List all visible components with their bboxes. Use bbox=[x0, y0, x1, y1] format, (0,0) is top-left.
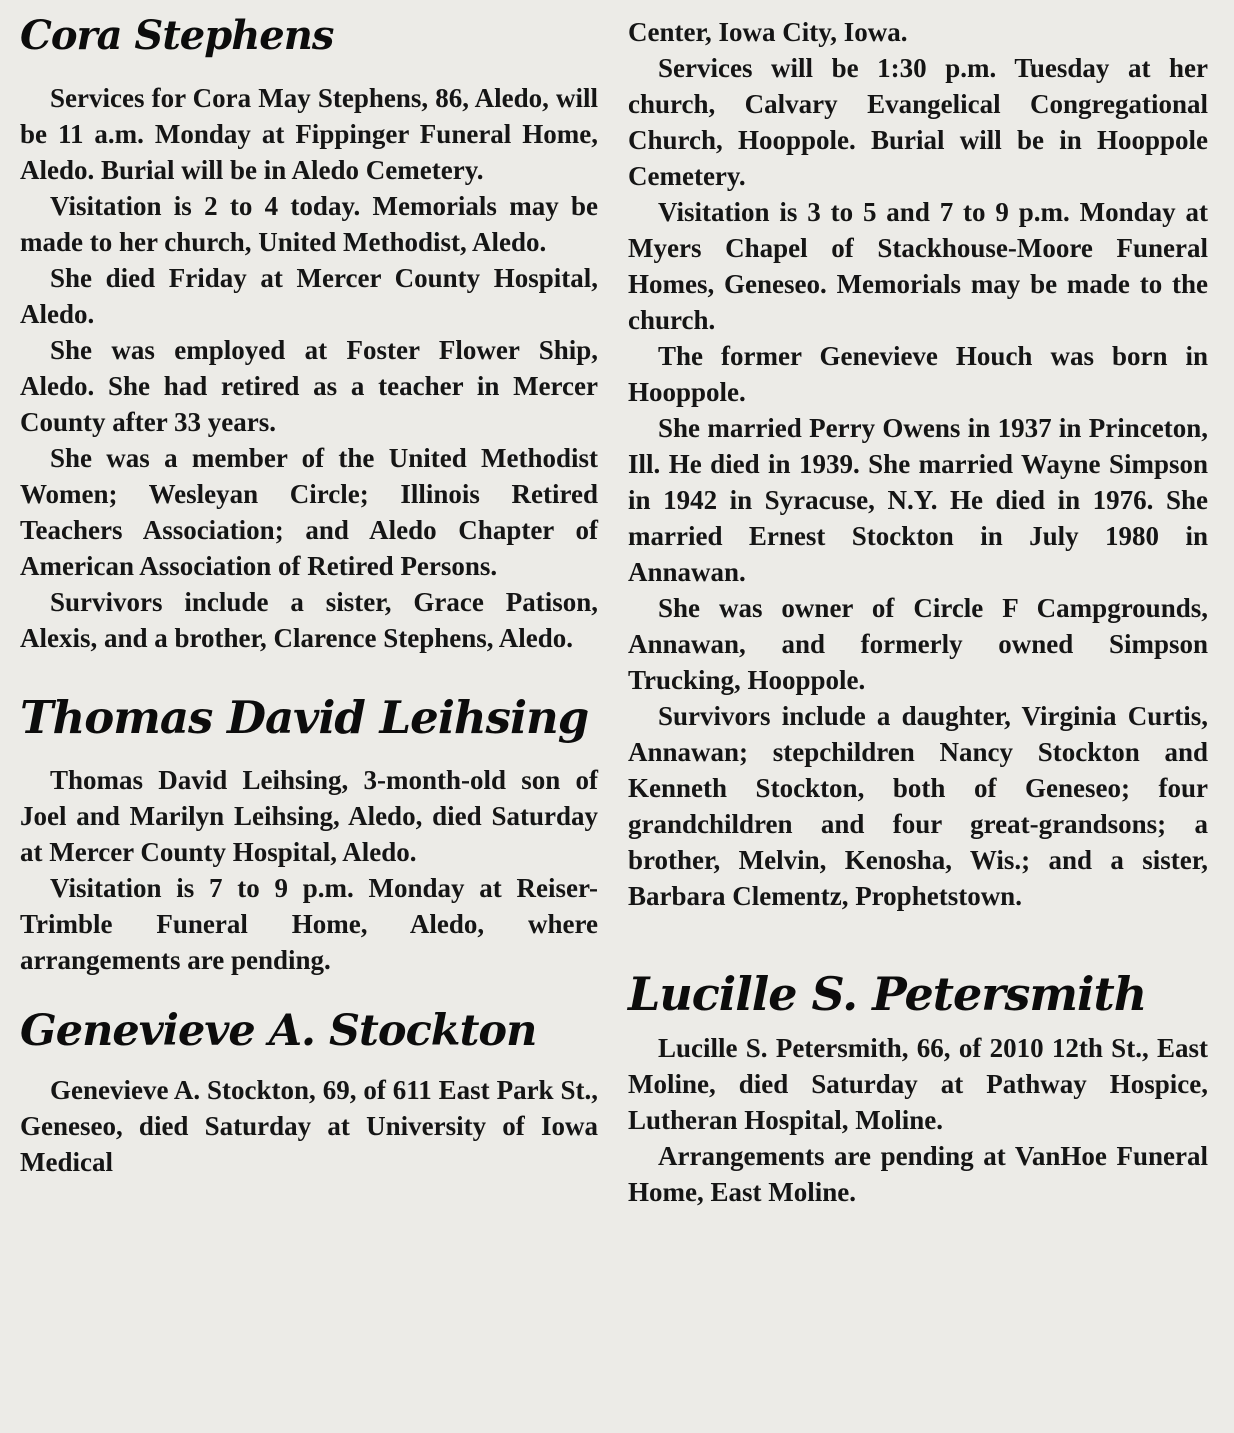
paragraph: Services will be 1:30 p.m. Tuesday at her church, Calvary Evangelical Congregational Church, Hooppole. Burial will be in Hooppole Cemetery. bbox=[628, 53, 1208, 191]
paragraph: She was owner of Circle F Campgrounds, Annawan, and formerly owned Simpson Trucking, Hooppole. bbox=[628, 593, 1208, 695]
paragraph: Survivors include a sister, Grace Patison, Alexis, and a brother, Clarence Stephens, Aledo. bbox=[20, 587, 598, 653]
left-column bbox=[20, 0, 598, 1180]
obituary-genevieve-stockton-continued bbox=[628, 14, 1208, 914]
headline: Thomas David Leihsing bbox=[20, 691, 589, 744]
obituary-genevieve-stockton bbox=[20, 1008, 598, 1180]
paragraph: She was a member of the United Methodist Women; Wesleyan Circle; Illinois Retired Teachers Association; and Aledo Chapter of American Association of Retired Persons. bbox=[20, 443, 598, 581]
paragraph: She was employed at Foster Flower Ship, Aledo. She had retired as a teacher in Mercer County after 33 years. bbox=[20, 335, 598, 437]
paragraph: Thomas David Leihsing, 3-month-old son of Joel and Marilyn Leihsing, Aledo, died Saturday at Mercer County Hospital, Aledo. bbox=[20, 765, 598, 867]
paragraph: She married Perry Owens in 1937 in Princeton, Ill. He died in 1939. She married Wayne Simpson in 1942 in Syracuse, N.Y. He died in 1976. She married Ernest Stockton in July 1980 in Annawan. bbox=[628, 413, 1208, 587]
obituary-thomas-david-leihsing bbox=[20, 691, 598, 978]
headline: Genevieve A. Stockton bbox=[20, 1006, 537, 1056]
paragraph: Genevieve A. Stockton, 69, of 611 East Park St., Geneseo, died Saturday at University of Iowa Medical bbox=[20, 1075, 598, 1177]
headline: Lucille S. Petersmith bbox=[628, 967, 1147, 1021]
right-column bbox=[628, 0, 1208, 1210]
paragraph: Survivors include a daughter, Virginia Curtis, Annawan; stepchildren Nancy Stockton and Kenneth Stockton, both of Geneseo; four grandchildren and four great-grandsons; a brother, Melvin, Kenosha, Wis.; and a sister, Barbara Clementz, Prophetstown. bbox=[628, 701, 1208, 911]
obituary-cora-stephens bbox=[20, 14, 598, 656]
paragraph: Center, Iowa City, Iowa. bbox=[628, 17, 908, 47]
paragraph: Arrangements are pending at VanHoe Funeral Home, East Moline. bbox=[628, 1141, 1208, 1207]
obituary-lucille-petersmith bbox=[628, 967, 1208, 1210]
paragraph: Services for Cora May Stephens, 86, Aledo, will be 11 a.m. Monday at Fippinger Funeral Home, Aledo. Burial will be in Aledo Cemetery. bbox=[20, 83, 598, 185]
paragraph: The former Genevieve Houch was born in Hooppole. bbox=[628, 341, 1208, 407]
paragraph: Visitation is 7 to 9 p.m. Monday at Reiser-Trimble Funeral Home, Aledo, where arrangements are pending. bbox=[20, 873, 598, 975]
paragraph: Visitation is 3 to 5 and 7 to 9 p.m. Monday at Myers Chapel of Stackhouse-Moore Funeral Homes, Geneseo. Memorials may be made to the church. bbox=[628, 197, 1208, 335]
headline: Cora Stephens bbox=[20, 12, 334, 59]
paragraph: Visitation is 2 to 4 today. Memorials may be made to her church, United Methodist, Aledo. bbox=[20, 191, 598, 257]
paragraph: Lucille S. Petersmith, 66, of 2010 12th St., East Moline, died Saturday at Pathway Hospice, Lutheran Hospital, Moline. bbox=[628, 1033, 1208, 1135]
paragraph: She died Friday at Mercer County Hospital, Aledo. bbox=[20, 263, 598, 329]
